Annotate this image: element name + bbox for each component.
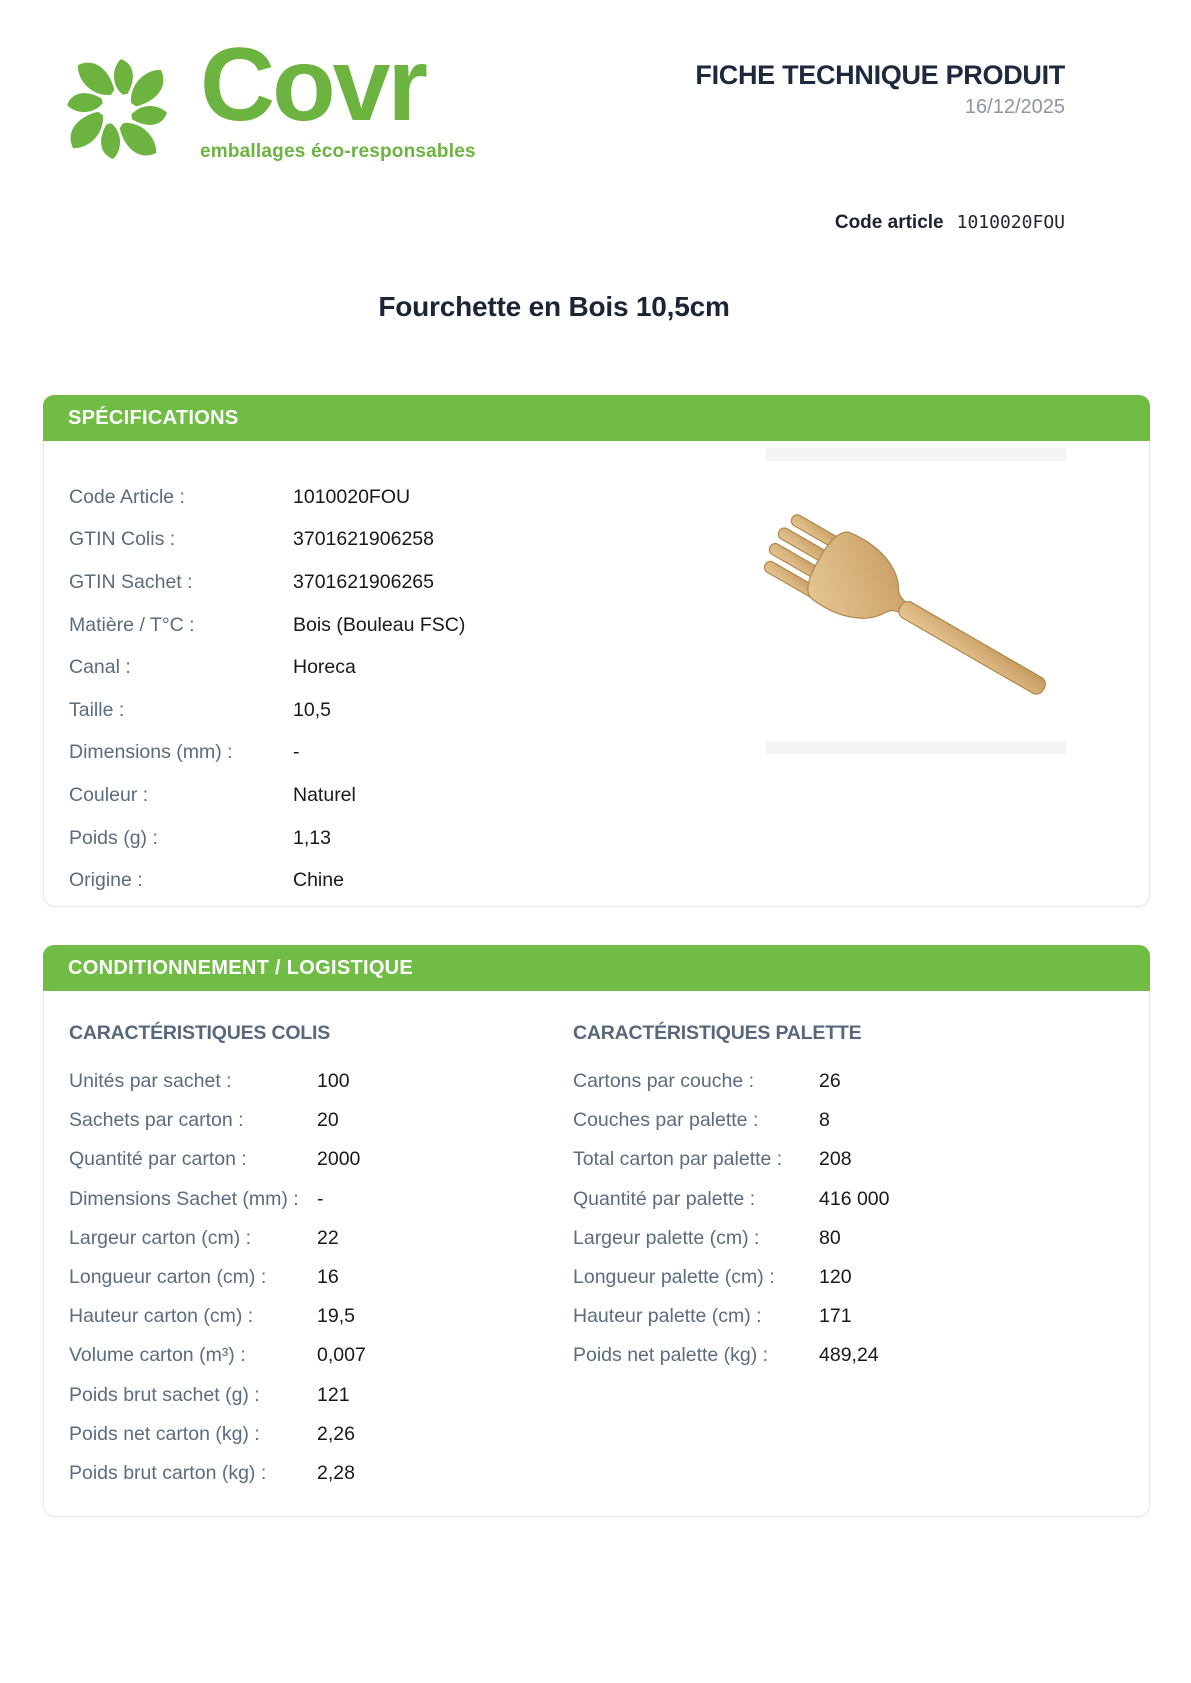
document-heading [695, 60, 1065, 119]
palette-label: Largeur palette (cm) : [573, 1226, 760, 1249]
colis-label: Quantité par carton : [69, 1148, 247, 1171]
palette-row [573, 1180, 1118, 1219]
covr-logo [46, 27, 476, 178]
wooden-fork-image [756, 444, 1076, 764]
spec-label: GTIN Sachet : [69, 570, 193, 593]
spec-row [69, 817, 629, 860]
spec-label: Dimensions (mm) : [69, 741, 233, 764]
palette-label: Cartons par couche : [573, 1070, 755, 1093]
spec-value: 1,13 [293, 826, 331, 849]
palette-label: Poids net palette (kg) : [573, 1344, 769, 1367]
spec-row [69, 604, 629, 647]
colis-value: 2,26 [317, 1422, 355, 1445]
doc-date: 16/12/2025 [964, 96, 1065, 118]
palette-value: 416 000 [819, 1187, 890, 1210]
spec-label: Matière / T°C : [69, 613, 195, 636]
colis-table [69, 1062, 561, 1493]
spec-label: Poids (g) : [69, 826, 158, 849]
colis-value: 100 [317, 1070, 350, 1093]
spec-value: 3701621906258 [293, 528, 434, 551]
colis-value: - [317, 1187, 324, 1210]
colis-column-title: CARACTÉRISTIQUES COLIS [69, 1022, 331, 1044]
palette-label: Hauteur palette (cm) : [573, 1305, 762, 1328]
palette-row [573, 1101, 1118, 1140]
colis-label: Poids net carton (kg) : [69, 1422, 260, 1445]
palette-row [573, 1336, 1118, 1375]
palette-row [573, 1258, 1118, 1297]
palette-value: 171 [819, 1305, 852, 1328]
code-article-row [835, 212, 1065, 234]
spec-value: Bois (Bouleau FSC) [293, 613, 466, 636]
colis-value: 121 [317, 1383, 350, 1406]
palette-table [573, 1062, 1118, 1376]
palette-label: Quantité par palette : [573, 1187, 756, 1210]
colis-label: Dimensions Sachet (mm) : [69, 1187, 299, 1210]
colis-value: 16 [317, 1266, 339, 1289]
colis-row [69, 1258, 561, 1297]
spec-label: Origine : [69, 869, 143, 892]
product-photo [766, 448, 1066, 754]
colis-label: Sachets par carton : [69, 1109, 244, 1132]
colis-label: Volume carton (m³) : [69, 1344, 246, 1367]
colis-value: 19,5 [317, 1305, 355, 1328]
specifications-section [43, 395, 1150, 907]
palette-value: 208 [819, 1148, 852, 1171]
code-article-label: Code article [834, 212, 944, 233]
colis-row [69, 1219, 561, 1258]
doc-title: FICHE TECHNIQUE PRODUIT [695, 60, 1065, 90]
specifications-title: SPÉCIFICATIONS [68, 406, 239, 429]
colis-label: Poids brut sachet (g) : [69, 1383, 260, 1406]
spec-row [69, 732, 629, 775]
spec-value: 3701621906265 [293, 570, 434, 593]
spec-label: Code Article : [69, 485, 185, 508]
logistics-title: CONDITIONNEMENT / LOGISTIQUE [68, 956, 414, 979]
colis-row [69, 1062, 561, 1101]
colis-label: Poids brut carton (kg) : [69, 1461, 267, 1484]
colis-row [69, 1336, 561, 1375]
spec-row [69, 646, 629, 689]
colis-label: Largeur carton (cm) : [69, 1226, 252, 1249]
palette-value: 8 [819, 1109, 830, 1132]
carton-characteristics-column [69, 1022, 561, 1493]
spec-label: Canal : [69, 656, 131, 679]
spec-row [69, 561, 629, 604]
colis-row [69, 1140, 561, 1179]
covr-leaf-wreath-icon [46, 36, 188, 178]
palette-label: Longueur palette (cm) : [573, 1266, 775, 1289]
specifications-header-bar [43, 395, 1150, 441]
spec-value: 1010020FOU [293, 485, 411, 508]
spec-label: Couleur : [69, 783, 149, 806]
brand-tagline: emballages éco-responsables [200, 140, 476, 162]
spec-row [69, 476, 629, 519]
palette-row [573, 1219, 1118, 1258]
palette-characteristics-column [573, 1022, 1118, 1376]
code-article-value: 1010020FOU [956, 212, 1065, 233]
spec-row [69, 519, 629, 562]
palette-value: 80 [819, 1226, 841, 1249]
spec-label: Taille : [69, 698, 125, 721]
palette-row [573, 1140, 1118, 1179]
logistics-header-bar [43, 945, 1150, 991]
specifications-table [69, 476, 629, 902]
spec-value: Horeca [293, 656, 356, 679]
palette-value: 489,24 [819, 1344, 879, 1367]
spec-row [69, 774, 629, 817]
colis-row [69, 1376, 561, 1415]
colis-value: 20 [317, 1109, 339, 1132]
colis-value: 2000 [317, 1148, 361, 1171]
colis-label: Unités par sachet : [69, 1070, 232, 1093]
logo-text [200, 27, 476, 163]
palette-value: 26 [819, 1070, 841, 1093]
palette-label: Total carton par palette : [573, 1148, 783, 1171]
spec-value: 10,5 [293, 698, 331, 721]
spec-label: GTIN Colis : [69, 528, 176, 551]
product-title: Fourchette en Bois 10,5cm [378, 291, 730, 322]
colis-value: 2,28 [317, 1461, 355, 1484]
palette-row [573, 1297, 1118, 1336]
colis-label: Hauteur carton (cm) : [69, 1305, 254, 1328]
colis-row [69, 1101, 561, 1140]
colis-label: Longueur carton (cm) : [69, 1266, 267, 1289]
palette-row [573, 1062, 1118, 1101]
colis-row [69, 1180, 561, 1219]
palette-label: Couches par palette : [573, 1109, 759, 1132]
colis-row [69, 1297, 561, 1336]
colis-row [69, 1415, 561, 1454]
colis-value: 22 [317, 1226, 339, 1249]
brand-name: Covr [200, 27, 425, 143]
palette-column-title: CARACTÉRISTIQUES PALETTE [573, 1022, 862, 1044]
spec-value: Naturel [293, 783, 356, 806]
logistics-section [43, 945, 1150, 1517]
spec-row [69, 859, 629, 902]
palette-value: 120 [819, 1266, 852, 1289]
colis-value: 0,007 [317, 1344, 366, 1367]
spec-value: Chine [293, 869, 344, 892]
spec-value: - [293, 741, 300, 764]
spec-row [69, 689, 629, 732]
colis-row [69, 1454, 561, 1493]
